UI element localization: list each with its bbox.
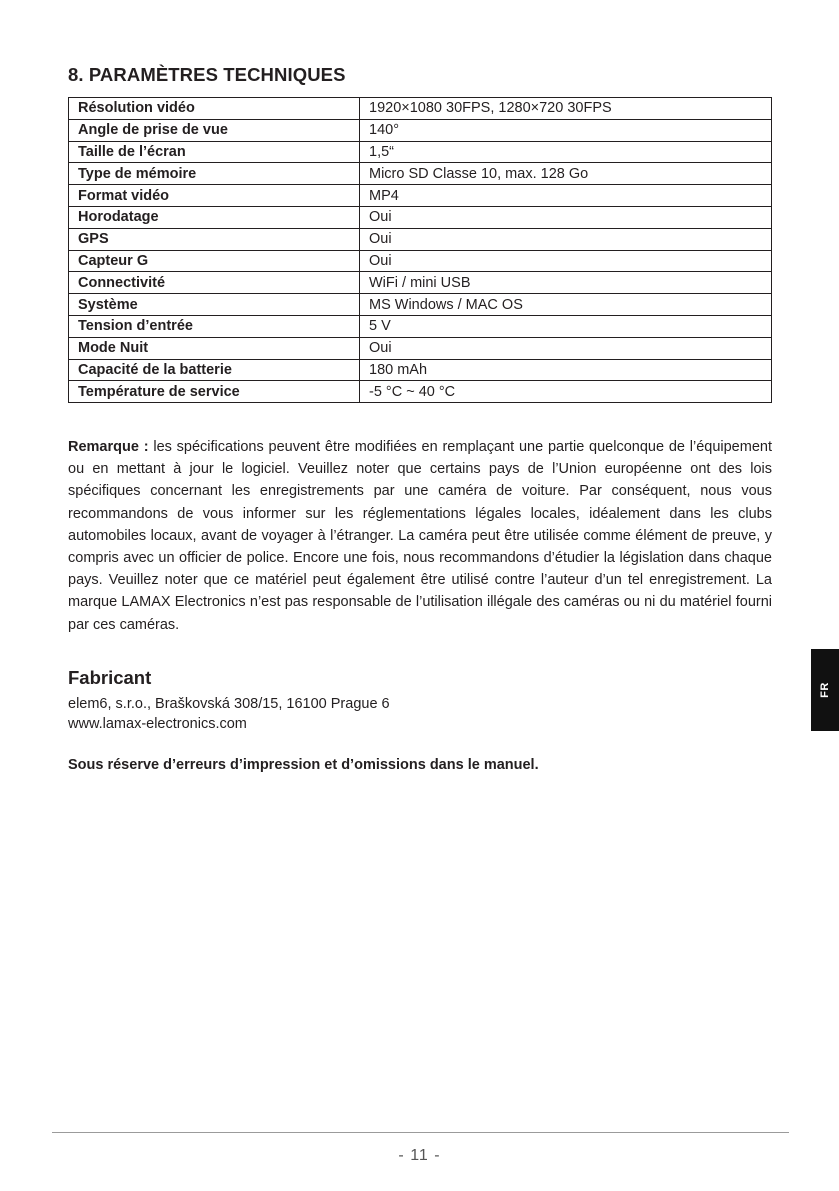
disclaimer-text: Sous réserve d’erreurs d’impression et d’omissions dans le manuel. [68, 757, 539, 773]
table-row [69, 98, 772, 120]
spec-value: 1920×1080 30FPS, 1280×720 30FPS [360, 98, 772, 120]
section-title: 8. PARAMÈTRES TECHNIQUES [68, 64, 346, 85]
spec-label: Capteur G [69, 250, 360, 272]
remark-paragraph [68, 436, 772, 636]
spec-label: Format vidéo [69, 185, 360, 207]
table-row [69, 228, 772, 250]
remark-label: Remarque : [68, 439, 149, 455]
spec-value: Oui [360, 228, 772, 250]
table-row [69, 272, 772, 294]
spec-value: Oui [360, 206, 772, 228]
table-row [69, 315, 772, 337]
spec-label: Angle de prise de vue [69, 119, 360, 141]
spec-label: Tension d’entrée [69, 315, 360, 337]
spec-label: Connectivité [69, 272, 360, 294]
spec-value: MP4 [360, 185, 772, 207]
spec-label: Type de mémoire [69, 163, 360, 185]
footer-divider [52, 1132, 789, 1133]
table-row [69, 163, 772, 185]
table-row [69, 185, 772, 207]
spec-label: Température de service [69, 381, 360, 403]
manufacturer-website: www.lamax-electronics.com [68, 716, 247, 732]
spec-label: Horodatage [69, 206, 360, 228]
spec-value: 140° [360, 119, 772, 141]
spec-value: -5 °C ~ 40 °C [360, 381, 772, 403]
language-tab [811, 649, 839, 731]
spec-value: Oui [360, 337, 772, 359]
table-row [69, 337, 772, 359]
table-row [69, 381, 772, 403]
language-tab-label: FR [818, 682, 831, 698]
spec-value: MS Windows / MAC OS [360, 294, 772, 316]
page-number: - 11 - [398, 1147, 441, 1164]
spec-label: Résolution vidéo [69, 98, 360, 120]
remark-text: les spécifications peuvent être modifiées en remplaçant une partie quelconque de l’équipement ou en mettant à jour le logiciel. Veuillez noter que certains pays de l’Union européenne ont des lois spécifiques concernant les enregistrements par une caméra de voiture. Par conséquent, nous vous recommandons de vous informer sur les réglementations légales locales, idéalement dans les clubs automobiles locaux, avant de voyager à l’étranger. La caméra peut être utilisée comme élément de preuve, y compris avec un officier de police. Encore une fois, nous recommandons d’étudier la législation dans chaque pays. Veuillez noter que ce matériel peut également être utilisé contre l’auteur d’un tel enregistrement. La marque LAMAX Electronics n’est pas responsable de l’utilisation illégale des caméras ou ni du matériel fourni par ces caméras. [68, 439, 772, 633]
spec-label: GPS [69, 228, 360, 250]
spec-value: 5 V [360, 315, 772, 337]
specs-table [68, 97, 772, 403]
spec-label: Capacité de la batterie [69, 359, 360, 381]
table-row [69, 119, 772, 141]
spec-label: Système [69, 294, 360, 316]
table-row [69, 294, 772, 316]
spec-value: 1,5“ [360, 141, 772, 163]
table-row [69, 206, 772, 228]
table-row [69, 359, 772, 381]
spec-value: 180 mAh [360, 359, 772, 381]
manufacturer-title: Fabricant [68, 667, 152, 688]
spec-value: Micro SD Classe 10, max. 128 Go [360, 163, 772, 185]
manufacturer-address: elem6, s.r.o., Braškovská 308/15, 16100 Prague 6 [68, 696, 390, 712]
spec-value: Oui [360, 250, 772, 272]
table-row [69, 141, 772, 163]
spec-label: Mode Nuit [69, 337, 360, 359]
spec-label: Taille de l’écran [69, 141, 360, 163]
table-row [69, 250, 772, 272]
spec-value: WiFi / mini USB [360, 272, 772, 294]
